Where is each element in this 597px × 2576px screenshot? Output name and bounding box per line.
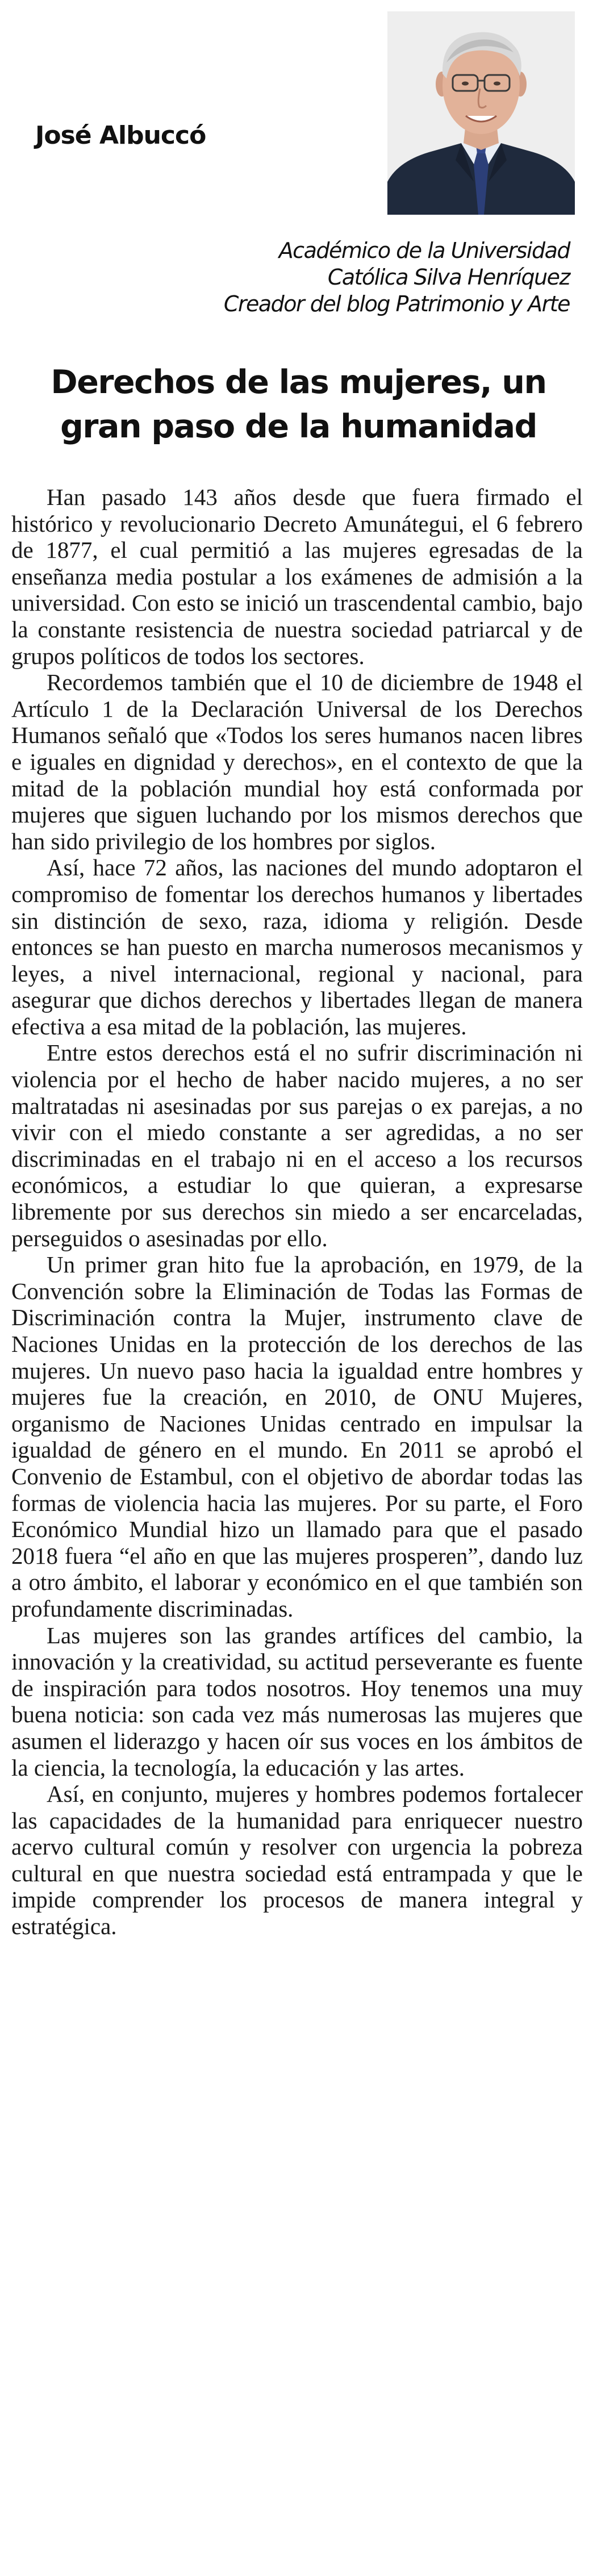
article-paragraph: Así, en conjunto, mujeres y hombres podemos fortalecer las capacidades de la humanidad para enriquecer nuestro acervo cultural común y resolver con urgencia la pobreza cultural en que nuestra sociedad está entrampada y que le impide comprender los procesos de manera integral y estratégica. bbox=[11, 1781, 583, 1940]
article-paragraph: Recordemos también que el 10 de diciembre de 1948 el Artículo 1 de la Declaración Universal de los Derechos Humanos señaló que «Todos los seres humanos nacen libres e iguales en dignidad y derechos», en el contexto de que la mitad de la población mundial hoy está conformada por mujeres que siguen luchando por los mismos derechos que han sido privilegio de los hombres por siglos. bbox=[11, 669, 583, 854]
credential-line: Creador del blog Patrimonio y Arte bbox=[223, 291, 570, 316]
author-name: José Albuccó bbox=[35, 121, 206, 150]
article-title-line: gran paso de la humanidad bbox=[60, 408, 537, 445]
article-title-line: Derechos de las mujeres, un bbox=[51, 364, 546, 401]
author-portrait-icon bbox=[387, 11, 575, 215]
article-title bbox=[10, 360, 587, 449]
credential-line: Católica Silva Henríquez bbox=[327, 265, 570, 290]
article-paragraph: Así, hace 72 años, las naciones del mundo adoptaron el compromiso de fomentar los derechos humanos y libertades sin distinción de sexo, raza, idioma y religión. Desde entonces se han puesto en marcha numerosos mecanismos y leyes, a nivel internacional, regional y nacional, para asegurar que dichos derechos y libertades llegan de manera efectiva a esa mitad de la población, las mujeres. bbox=[11, 854, 583, 1039]
article-paragraph: Entre estos derechos está el no sufrir discriminación ni violencia por el hecho de haber nacido mujeres, a no ser maltratadas ni asesinadas por sus parejas o ex parejas, a no vivir con el miedo constante a ser agredidas, a no ser discriminadas en el trabajo ni en el acceso a los recursos económicos, a estudiar lo que quieran, a expresarse libremente por sus derechos sin miedo a ser encarceladas, perseguidos o asesinadas por ello. bbox=[11, 1039, 583, 1251]
article-paragraph: Las mujeres son las grandes artífices del cambio, la innovación y la creatividad, su actitud perseverante es fuente de inspiración para todos nosotros. Hoy tenemos una muy buena noticia: son cada vez más numerosas las mujeres que asumen el liderazgo y hacen oír sus voces en los ámbitos de la ciencia, la tecnología, la educación y las artes. bbox=[11, 1622, 583, 1781]
article-paragraph: Han pasado 143 años desde que fuera firmado el histórico y revolucionario Decreto Amunátegui, el 6 febrero de 1877, el cual permitió a las mujeres egresadas de la enseñanza media postular a los exámenes de admisión a la universidad. Con esto se inició un trascendental cambio, bajo la constante resistencia de nuestra sociedad patriarcal y de grupos políticos de todos los sectores. bbox=[11, 484, 583, 669]
article-paragraph: Un primer gran hito fue la aprobación, en 1979, de la Convención sobre la Eliminación de Todas las Formas de Discriminación contra la Mujer, instrumento clave de Naciones Unidas en la protección de los derechos de las mujeres. Un nuevo paso hacia la igualdad entre hombres y mujeres fue la creación, en 2010, de ONU Mujeres, organismo de Naciones Unidas centrado en impulsar la igualdad de género en el mundo. En 2011 se aprobó el Convenio de Estambul, con el objetivo de abordar todas las formas de violencia hacia las mujeres. Por su parte, el Foro Económico Mundial hizo un llamado para que el pasado 2018 fuera “el año en que las mujeres prosperen”, dando luz a otro ámbito, el laborar y económico en el que también son profundamente discriminadas. bbox=[11, 1251, 583, 1622]
author-credentials bbox=[224, 237, 570, 318]
author-photo bbox=[387, 11, 575, 215]
article-body bbox=[11, 484, 583, 1940]
credential-line: Académico de la Universidad bbox=[278, 238, 570, 263]
